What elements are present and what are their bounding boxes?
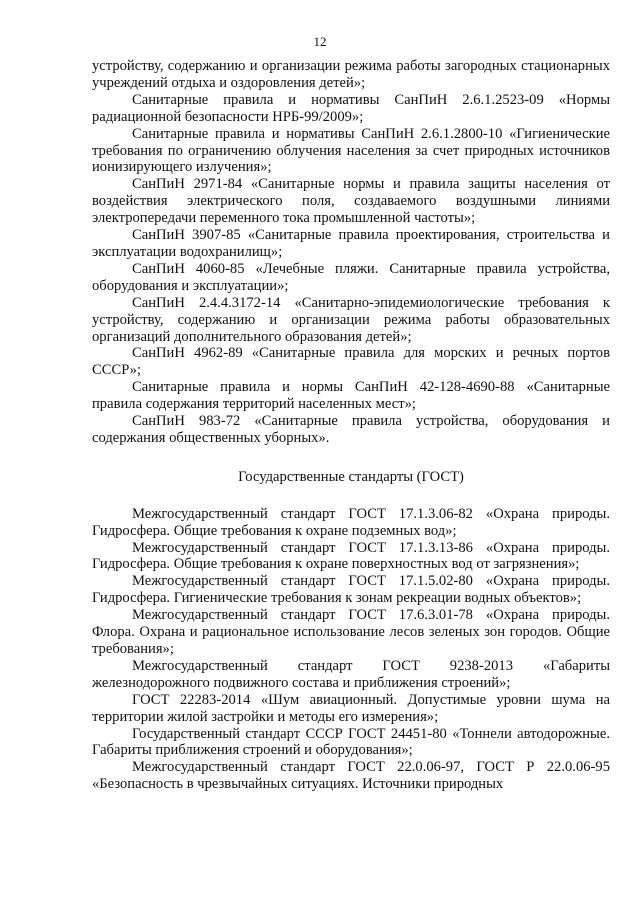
paragraph: СанПиН 4962-89 «Санитарные правила для морских и речных портов СССР»; [92, 345, 610, 379]
paragraph: Межгосударственный стандарт ГОСТ 9238-2013 «Габариты железнодорожного подвижного состава и приближения строений»; [92, 657, 610, 691]
paragraph: Санитарные правила и нормативы СанПиН 2.6.1.2800-10 «Гигиенические требования по ограничению облучения населения за счет природных источников ионизирующего излучения»; [92, 125, 610, 176]
page-number: 12 [313, 34, 327, 49]
document-body [92, 58, 610, 793]
paragraph: Санитарные правила и нормы СанПиН 42-128-4690-88 «Санитарные правила содержания территорий населенных мест»; [92, 379, 610, 413]
section-title: Государственные стандарты (ГОСТ) [238, 468, 464, 485]
paragraph: устройству, содержанию и организации режима работы загородных стационарных учреждений отдыха и оздоровления детей»; [92, 58, 610, 91]
paragraph: Межгосударственный стандарт ГОСТ 17.6.3.01-78 «Охрана природы. Флора. Охрана и рациональное использование лесов зеленых зон городов. Общие требования»; [92, 607, 610, 657]
paragraph: Межгосударственный стандарт ГОСТ 22.0.06-97, ГОСТ Р 22.0.06-95 «Безопасность в чрезвычайных ситуациях. Источники природных [92, 759, 610, 793]
paragraph: Межгосударственный стандарт ГОСТ 17.1.5.02-80 «Охрана природы. Гидросфера. Гигиенические требования к зонам рекреации водных объектов»; [92, 573, 610, 607]
paragraph: СанПиН 3907-85 «Санитарные правила проектирования, строительства и эксплуатации водохранилищ»; [92, 227, 610, 260]
paragraph: Государственный стандарт СССР ГОСТ 24451-80 «Тоннели автодорожные. Габариты приближения строений и оборудования»; [92, 725, 610, 759]
paragraph: ГОСТ 22283-2014 «Шум авиационный. Допустимые уровни шума на территории жилой застройки и методы его измерения»; [92, 691, 610, 725]
paragraph: Санитарные правила и нормативы СанПиН 2.6.1.2523-09 «Нормы радиационной безопасности НРБ-99/2009»; [92, 91, 610, 125]
paragraph: СанПиН 4060-85 «Лечебные пляжи. Санитарные правила устройства, оборудования и эксплуатации»; [92, 260, 610, 294]
paragraph: СанПиН 2.4.4.3172-14 «Санитарно-эпидемиологические требования к устройству, содержанию и организации режима работы образовательных организаций дополнительного образования детей»; [92, 294, 610, 345]
paragraph: СанПиН 983-72 «Санитарные правила устройства, оборудования и содержания общественных уборных». [92, 413, 610, 446]
paragraph: Межгосударственный стандарт ГОСТ 17.1.3.06-82 «Охрана природы. Гидросфера. Общие требования к охране подземных вод»; [92, 505, 610, 539]
paragraph: СанПиН 2971-84 «Санитарные нормы и правила защиты населения от воздействия электрического поля, создаваемого воздушными линиями электропередачи переменного тока промышленной частоты»; [92, 176, 610, 227]
paragraph: Межгосударственный стандарт ГОСТ 17.1.3.13-86 «Охрана природы. Гидросфера. Общие требования к охране поверхностных вод от загрязнения»; [92, 539, 610, 573]
